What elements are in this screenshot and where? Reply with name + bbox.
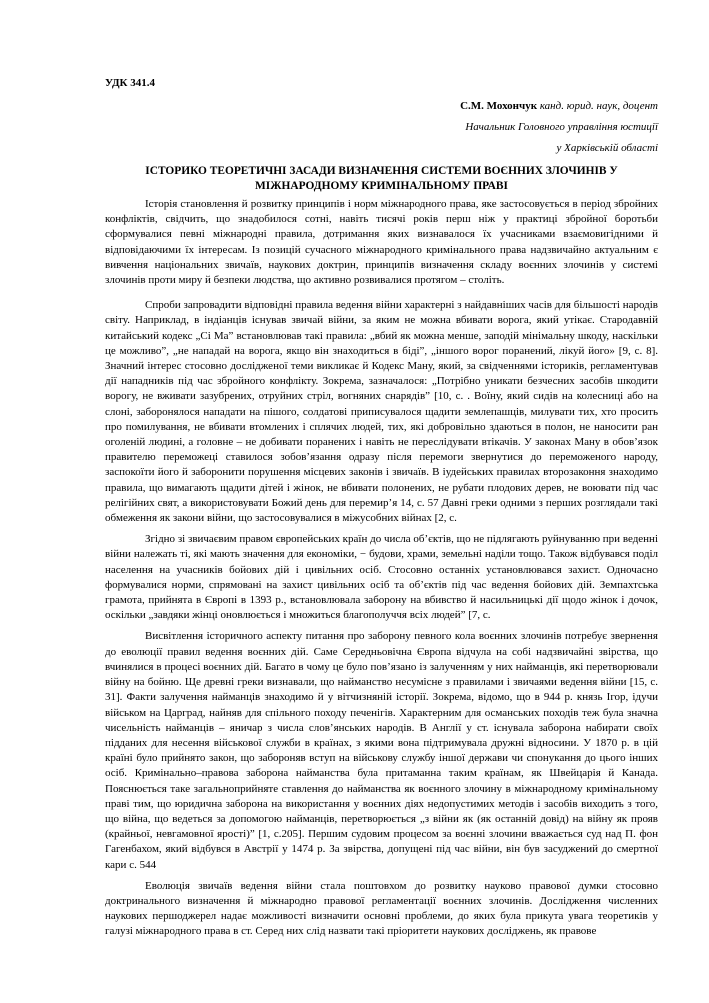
- paper-body: [105, 197, 658, 946]
- paragraph-5: Еволюція звичаїв ведення війни стала поштовхом до розвитку науково правової думки стосовно доктринального визначення й міжнародно правової регламентації воєнних злочинів. Дослідження численних наукових першоджерел надає можливості визначити основні проблеми, до яких була прикута увага теоретиків у галузі міжнародного права в ст. Серед них слід назвати такі пріоритети наукових досліджень, як правове: [105, 879, 658, 938]
- author-position: Начальник Головного управління юстиції: [465, 121, 658, 133]
- author-name: С.М. Мохончук: [460, 100, 538, 112]
- paragraph-1: Історія становлення й розвитку принципів і норм міжнародного права, яке застосовується в період збройних конфліктів, свідчить, що знадобилося сотні, навіть тисячі років перш ніж у практиці збройної боротьби сформувалися певні міжнародні правила, дотримання яких визнавалося їх учасниками взаємовигідними й відповідаючими їх інтересам. Із позицій сучасного міжнародного кримінального права надзвичайно актуальним є вивчення національних звичаїв, наукових доктрин, принципів визначення складу воєнних злочинів у системі злочинів проти миру й безпеки людства, що активно розвивалися протягом – століть.: [105, 198, 658, 287]
- author-line: [460, 96, 658, 117]
- paragraph-2: Спроби запровадити відповідні правила ведення війни характерні з найдавніших часів для більшості народів світу. Наприклад, в індіанців існував звичай війни, за яким не можна вбивати ворога, який утікає. Стародавній китайський кодекс „Сі Ма” встановлював такі правила: „вбий як можна менше, заподій мінімальну шкоду, наскільки це можливо”, „не нападай на ворога, якщо він знаходиться в біді”, „іншого ворог поранений, лікуй його» [9, с. 8]. Значний інтерес стосовно дослідженої теми викликає й Кодекс Ману, який, за свідченнями істориків, регламентував дії нападників під час збройного конфлікту. Зокрема, зазначалося: „Потрібно уникати безчесних засобів шкодити ворогу, не вживати зазубрених, отруйних стріл, вогняних снарядів” [10, с. . Воїну, який сидів на колесниці або на слоні, заборонялося нападати на пішого, солдатові приписувалося щадити землепашців, милувати тих, хто просить про помилування, не вбивати втомлених і сплячих людей, тих, які добровільно здаються в полон, не наносити ран оголеній людині, а головне – не добивати поранених і навіть не переслідувати втікачів. У законах Ману в обов’язок правителю переможеці ставилося зобов’язання одразу після перемоги звернутися до переможеного народу, заспокоїти його й заборонити порушення місцевих законів і звичаїв. В іудейських правилах второзаконня знаходимо правила, що вимагають щадити дітей і жінок, не вбивати полонених, не рубати плодових дерев, не воювати під час релігійних свят, а використовувати Божий день для перемир’я 14, с. 57 Давні греки одними з перших розглядали такі обмеження як закони війни, що застосовувалися в міжусобних війнах [2, с.: [105, 299, 658, 525]
- paragraph-3: Згідно зі звичаєвим правом європейських країн до числа об’єктів, що не підлягають руйнуванню при веденні війни належать ті, які мають значення для економіки, − будови, храми, земельні наділи тощо. Також відбувався поділ населення на учасників бойових дій і цивільних осіб. Стосовно останніх установлювався захист. Одночасно формувалися норми, спрямовані на захист цивільних осіб та об’єктів під час ведення бойових дій. Земпахтська грамота, прийнята в Європі в 1393 р., встановлювала заборону на вбивство й насильницькі дії щодо жінок і дочок, оскільки „завдяки жінці оновлюється і множиться благополуччя всіх людей” [7, с.: [105, 533, 658, 622]
- author-block: [460, 96, 658, 159]
- paper-title: ІСТОРИКО ТЕОРЕТИЧНІ ЗАСАДИ ВИЗНАЧЕННЯ СИСТЕМИ ВОЄННИХ ЗЛОЧИНІВ У МІЖНАРОДНОМУ КРИМІНАЛЬНОМУ ПРАВІ: [145, 165, 618, 192]
- paragraph-4: Висвітлення історичного аспекту питання про заборону певного кола воєнних злочинів потребує звернення до еволюції правил ведення воєнних дій. Саме Середньовічна Європа відчула на собі надзвичайні звірства, що вчинялися в процесі воєнних дій. Багато в чому це було пов’язано із залученням у них найманців, які перетворювали війну на бойню. Ще древні греки визнавали, що найманство несумісне з правилами і звичаями ведення війни [15, с. 31]. Факти залучення найманців знаходимо й у вітчизняній історії. Зокрема, відомо, що в 944 р. князь Ігор, ідучи військом на Царград, найняв для спільного походу печенігів. Характерним для османських походів теж була значна чисельність найманців – яничар з числа слов’янських народів. В Англії у ст. існувала заборона набирати своїх підданих для несення військової служби в країнах, з якими вона підтримувала дружні відносини. У 1870 р. в цій країні було прийнято закон, що забороняв вступ на військову службу іншої держави чи спонукання до цього інших осіб. Кримінально–правова заборона найманства була притаманна таким країнам, як Швейцарія й Канада. Пояснюється таке загальноприйняте ставлення до найманства як воєнного злочину в міжнародному кримінальному праві тим, що юридична заборона на використання у воєнних діях недопустимих методів і засобів виходить з того, що війна, що ведеться за допомогою найманців, перетворюється „з війни як (як останній довід) на війну як прояв (крайньої, невгамовної ярості)” [1, с.205]. Першим судовим процесом за воєнні злочини вважається суд над П. фон Гагенбахом, який відбувся в Австрії у 1474 р. За звірства, допущені під час війни, він був засуджений до смертної кари с. 544: [105, 630, 658, 871]
- author-degree: канд. юрид. наук, доцент: [537, 100, 658, 112]
- udk-code: УДК 341.4: [105, 77, 156, 89]
- author-region: у Харківській області: [556, 142, 658, 154]
